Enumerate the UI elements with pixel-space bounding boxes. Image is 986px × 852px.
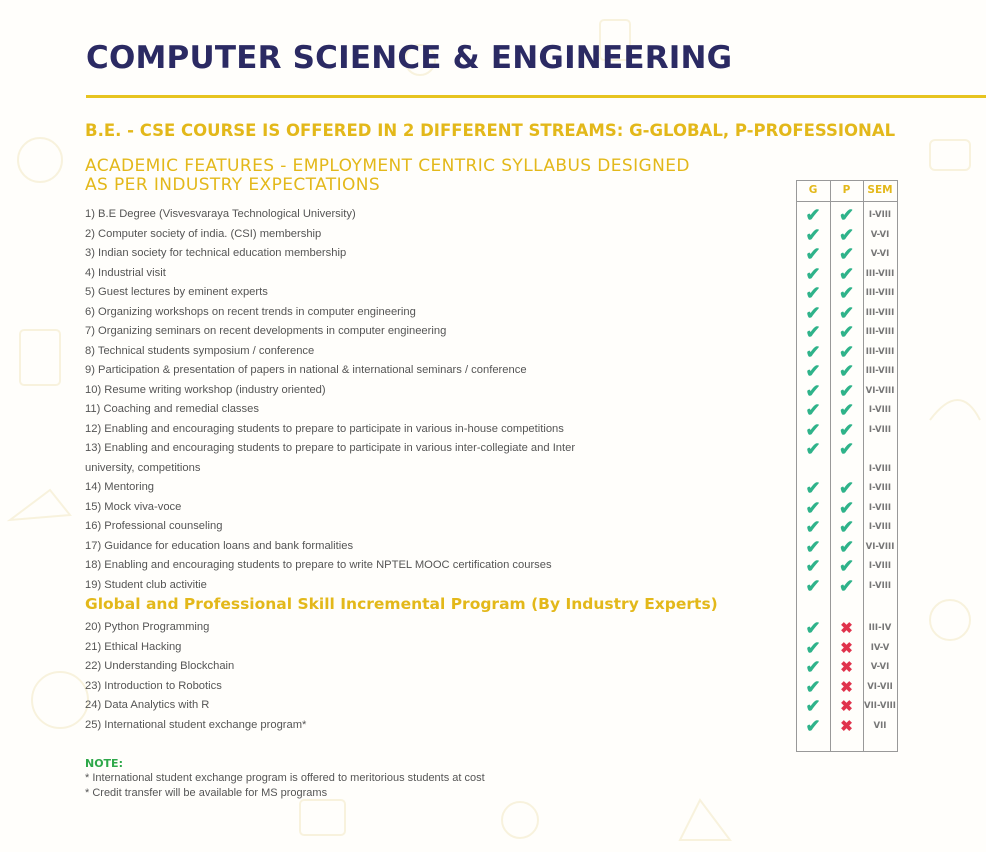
check-icon: ✔ (805, 517, 821, 537)
check-icon: ✔ (805, 322, 821, 342)
check-icon: ✔ (838, 497, 855, 518)
skill-program-heading: Global and Professional Skill Incremental Program (By Industry Experts) (85, 595, 718, 613)
academic-features-heading (85, 157, 785, 195)
feature-row: 8) Technical students symposium / conference (85, 344, 315, 357)
feature-row: 25) International student exchange program* (85, 718, 307, 731)
check-icon: ✔ (805, 478, 821, 498)
check-icon: ✔ (805, 676, 821, 697)
semester-cell: I-VIII (868, 561, 892, 571)
check-icon: ✔ (838, 224, 855, 245)
feature-row: 24) Data Analytics with R (85, 699, 210, 711)
check-icon: ✔ (838, 361, 855, 381)
check-icon: ✔ (805, 263, 821, 284)
semester-cell: VII (873, 720, 887, 731)
feature-row: 13) Enabling and encouraging students to prepare to participate in various inter-collegiate and Inter (85, 442, 576, 454)
streams-heading: B.E. - CSE COURSE IS OFFERED IN 2 DIFFERENT STREAMS: G-GLOBAL, P-PROFESSIONAL (85, 121, 896, 140)
feature-row: 12) Enabling and encouraging students to prepare to participate in various in-house competitions (85, 422, 564, 435)
academic-heading-line2: AS PER INDUSTRY EXPECTATIONS (85, 175, 381, 195)
check-icon: ✔ (838, 244, 855, 264)
check-icon: ✔ (838, 517, 855, 537)
check-icon: ✔ (805, 556, 821, 576)
cross-icon: ✖ (840, 678, 853, 696)
table-col-line (897, 180, 898, 752)
check-icon: ✔ (805, 302, 821, 323)
check-icon: ✔ (805, 283, 821, 303)
check-icon: ✔ (838, 400, 855, 420)
feature-row: 11) Coaching and remedial classes (85, 403, 259, 415)
check-icon: ✔ (838, 302, 855, 323)
semester-cell: I-VIII (868, 483, 892, 493)
check-icon: ✔ (805, 696, 821, 716)
semester-cell: III-VIII (865, 288, 895, 298)
semester-cell: III-IV (868, 623, 892, 633)
check-icon: ✔ (838, 419, 855, 440)
semester-cell: I-VIII (868, 424, 892, 435)
semester-cell: III-VIII (865, 268, 895, 279)
table-bottom-border (796, 751, 898, 752)
header-g: G (808, 184, 818, 196)
semester-cell: IV-V (870, 642, 890, 653)
semester-cell: III-VIII (865, 346, 895, 357)
feature-row: 22) Understanding Blockchain (85, 660, 235, 672)
semester-cell: V-VI (870, 249, 890, 259)
semester-cell: VI-VIII (865, 385, 895, 396)
semester-cell: VII-VIII (864, 701, 896, 711)
feature-row: 18) Enabling and encouraging students to prepare to write NPTEL MOOC certification courses (85, 559, 552, 571)
semester-cell: I-VIII (868, 580, 892, 591)
check-icon: ✔ (805, 637, 821, 658)
semester-cell: I-VIII (868, 502, 892, 513)
semester-cell: III-VIII (865, 327, 895, 337)
page-title: COMPUTER SCIENCE & ENGINEERING (86, 40, 733, 76)
feature-row: 9) Participation & presentation of papers in national & international seminars / conference (85, 364, 527, 376)
semester-cell: V-VI (870, 662, 890, 672)
feature-row: university, competitions (85, 461, 201, 474)
check-icon: ✔ (838, 536, 855, 557)
feature-row: 23) Introduction to Robotics (85, 679, 222, 692)
table-header-border (796, 201, 898, 202)
check-icon: ✔ (805, 536, 821, 557)
feature-row: 14) Mentoring (85, 481, 155, 493)
cross-icon: ✖ (840, 659, 853, 676)
semester-cell: III-VIII (865, 366, 895, 376)
feature-row: 19) Student club activitie (85, 578, 207, 591)
cross-icon: ✖ (840, 717, 853, 735)
features-list (85, 205, 785, 595)
check-icon: ✔ (838, 439, 855, 459)
feature-row: 10) Resume writing workshop (industry oriented) (85, 383, 326, 396)
check-icon: ✔ (805, 497, 821, 518)
feature-row: 6) Organizing workshops on recent trends in computer engineering (85, 305, 416, 318)
check-icon: ✔ (838, 478, 855, 498)
header-p: P (842, 184, 851, 196)
check-icon: ✔ (805, 575, 821, 596)
check-icon: ✔ (805, 244, 821, 264)
feature-row: 2) Computer society of india. (CSI) membership (85, 227, 322, 240)
title-divider (86, 95, 986, 98)
check-icon: ✔ (838, 556, 855, 576)
check-icon: ✔ (805, 439, 821, 459)
academic-heading-line1: ACADEMIC FEATURES - EMPLOYMENT CENTRIC SYLLABUS DESIGNED (85, 156, 690, 176)
check-icon: ✔ (805, 380, 821, 401)
note-line: * Credit transfer will be available for MS programs (85, 787, 328, 799)
semester-cell: I-VIII (868, 405, 892, 415)
check-icon: ✔ (805, 224, 821, 245)
skills-list (85, 618, 785, 735)
note-label: NOTE: (85, 757, 123, 770)
feature-row: 4) Industrial visit (85, 266, 166, 279)
semester-cell: VI-VIII (865, 541, 895, 552)
check-icon: ✔ (805, 400, 821, 420)
check-icon: ✔ (838, 341, 855, 362)
check-icon: ✔ (805, 618, 821, 638)
note-lines (85, 771, 485, 801)
check-icon: ✔ (805, 361, 821, 381)
feature-row: 5) Guest lectures by eminent experts (85, 286, 268, 298)
header-sem: SEM (867, 184, 893, 196)
semester-cell: I-VIII (868, 463, 892, 474)
feature-row: 3) Indian society for technical education membership (85, 247, 347, 259)
semester-cell: I-VIII (868, 210, 892, 220)
check-icon: ✔ (838, 283, 855, 303)
feature-row: 20) Python Programming (85, 621, 210, 633)
check-icon: ✔ (805, 657, 821, 677)
feature-row: 1) B.E Degree (Visvesvaraya Technological University) (85, 208, 356, 220)
semester-cell: VI-VII (867, 681, 893, 692)
stream-table (796, 180, 898, 752)
check-icon: ✔ (838, 575, 855, 596)
semester-cell: I-VIII (868, 522, 892, 532)
check-icon: ✔ (805, 205, 821, 225)
check-icon: ✔ (805, 419, 821, 440)
feature-row: 17) Guidance for education loans and bank formalities (85, 539, 354, 552)
feature-row: 21) Ethical Hacking (85, 640, 182, 653)
semester-cell: V-VI (870, 229, 890, 240)
feature-row: 15) Mock viva-voce (85, 500, 182, 513)
feature-row: 7) Organizing seminars on recent developments in computer engineering (85, 325, 447, 337)
check-icon: ✔ (838, 380, 855, 401)
feature-row: 16) Professional counseling (85, 520, 223, 532)
check-icon: ✔ (838, 205, 855, 225)
cross-icon: ✖ (840, 620, 853, 637)
cross-icon: ✖ (840, 698, 853, 715)
check-icon: ✔ (838, 322, 855, 342)
check-icon: ✔ (838, 263, 855, 284)
cross-icon: ✖ (840, 639, 853, 657)
check-icon: ✔ (805, 341, 821, 362)
semester-cell: III-VIII (865, 307, 895, 318)
check-icon: ✔ (805, 715, 821, 736)
note-line: * International student exchange program is offered to meritorious students at cost (85, 772, 485, 784)
